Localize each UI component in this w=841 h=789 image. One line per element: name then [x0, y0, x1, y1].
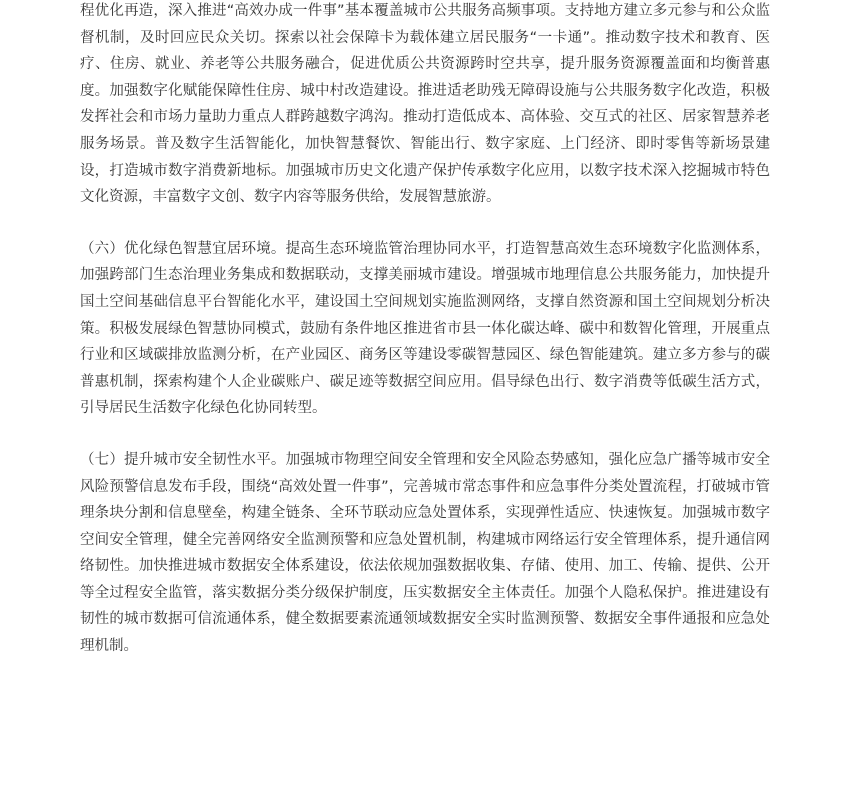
paragraph-city-safety: （七）提升城市安全韧性水平。加强城市物理空间安全管理和安全风险态势感知，强化应急广播等城市安全风险预警信息发布手段，围绕“高效处置一件事”，完善城市常态事件和应急事件分类处置流程，打破城市管理条块分割和信息壁垒，构建全链条、全环节联动应急处置体系，实现弹性适应、快速恢复。加强城市数字空间安全管理，健全完善网络安全监测预警和应急处置机制，构建城市网络运行安全管理体系，提升通信网络韧性。加快推进城市数据安全体系建设，依法依规加强数据收集、存储、使用、加工、传输、提供、公开等全过程安全监管，落实数据分类分级保护制度，压实数据安全主体责任。加强个人隐私保护。推进建设有韧性的城市数据可信流通体系，健全数据要素流通领域数据安全实时监测预警、数据安全事件通报和应急处理机制。 [80, 451, 770, 655]
paragraph-green-environment: （六）优化绿色智慧宜居环境。提高生态环境监管治理协同水平，打造智慧高效生态环境数字化监测体系，加强跨部门生态治理业务集成和数据联动，支撑美丽城市建设。增强城市地理信息公共服务能力，加快提升国土空间基础信息平台智能化水平，建设国土空间规划实施监测网络，支撑自然资源和国土空间规划分析决策。积极发展绿色智慧协同模式，鼓励有条件地区推进省市县一体化碳达峰、碳中和数智化管理，开展重点行业和区域碳排放监测分析，在产业园区、商务区等建设零碳智慧园区、绿色智能建筑。建立多方参与的碳普惠机制，探索构建个人企业碳账户、碳足迹等数据空间应用。倡导绿色出行、数字消费等低碳生活方式，引导居民生活数字化绿色化协同转型。 [80, 240, 770, 417]
article-body [80, 0, 770, 660]
paragraph-public-services: 程优化再造，深入推进“高效办成一件事”基本覆盖城市公共服务高频事项。支持地方建立多元参与和公众监督机制，及时回应民众关切。探索以社会保障卡为载体建立居民服务“一卡通”。推动数字技术和教育、医疗、住房、就业、养老等公共服务融合，促进优质公共资源跨时空共享，提升服务资源覆盖面和均衡普惠度。加强数字化赋能保障性住房、城中村改造建设。推进适老助残无障碍设施与公共服务数字化改造，积极发挥社会和市场力量助力重点人群跨越数字鸿沟。推动打造低成本、高体验、交互式的社区、居家智慧养老服务场景。普及数字生活智能化，加快智慧餐饮、智能出行、数字家庭、上门经济、即时零售等新场景建设，打造城市数字消费新地标。加强城市历史文化遗产保护传承数字化应用，以数字技术深入挖掘城市特色文化资源，丰富数字文创、数字内容等服务供给，发展智慧旅游。 [80, 3, 770, 206]
